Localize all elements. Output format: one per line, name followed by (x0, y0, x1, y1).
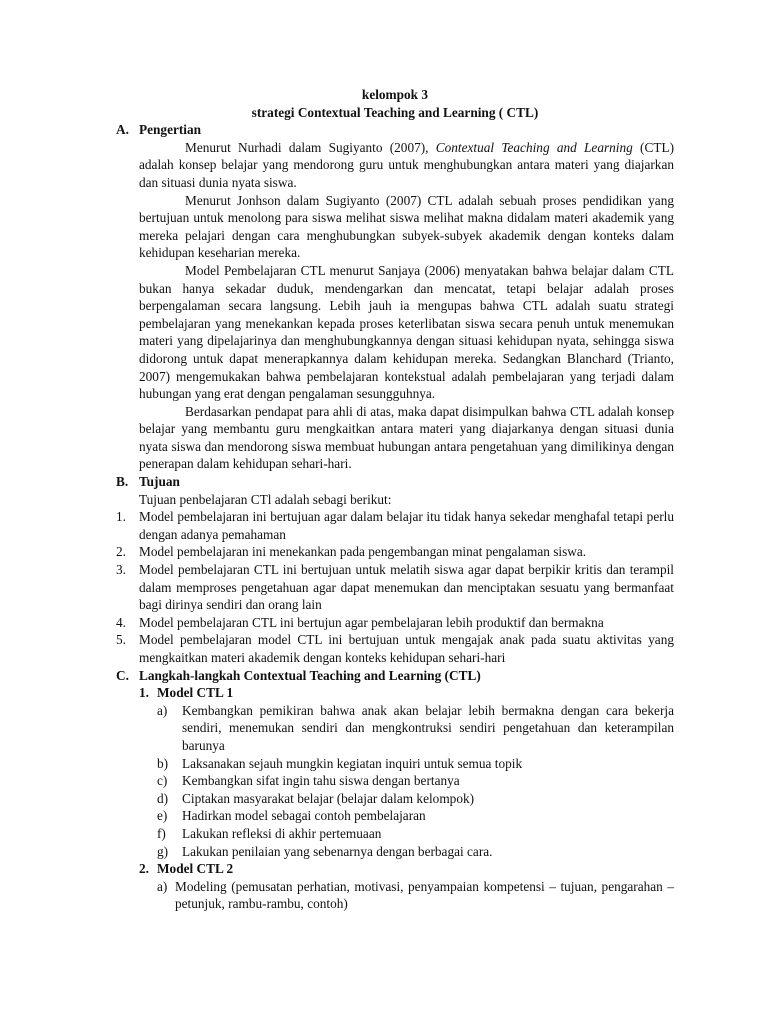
document-body (116, 86, 674, 913)
list-letter: c) (157, 773, 168, 789)
section-a-label: A. (116, 122, 129, 138)
list-text: Lakukan penilaian yang sebenarnya dengan berbagai cara. (182, 843, 493, 859)
list-item (116, 631, 674, 666)
list-text: Kembangkan pemikiran bahwa anak akan belajar lebih bermakna dengan cara bekerja sendiri, menemukan sendiri dan mengkontruksi sendiri pengetahuan dan keterampilan barunya (182, 702, 674, 753)
doc-title: strategi Contextual Teaching and Learning ( CTL) (251, 104, 539, 120)
paragraph-a1-post: (CTL) adalah konsep belajar yang mendorong guru untuk menghubungkan antara materi yang diajarkan dan situasi dunia nyata siswa. (139, 139, 675, 190)
section-c-label: C. (116, 667, 129, 683)
list-letter: g) (157, 843, 169, 859)
list-item (157, 843, 674, 861)
list-number: 3. (116, 562, 126, 578)
section-c-heading (116, 667, 674, 685)
model-2-body (157, 878, 674, 913)
model-2-heading (139, 860, 674, 878)
paragraph-a4: Berdasarkan pendapat para ahli di atas, maka dapat disimpulkan bahwa CTL adalah konsep belajar yang membantu guru mengkaitkan antara materi yang diajarkanya dengan situasi dunia nyata siswa dan mendorong siswa membuat hubungan antara pengetahuan yang dimilikinya dengan penerapan dalam kehidupan sehari-hari. (139, 403, 674, 472)
list-text: Model pembelajaran CTL ini bertujuan untuk melatih siswa agar dapat berpikir kritis dan terampil dalam memproses pengetahuan agar dapat menemukan dan menciptakan sesuatu yang bermanfaat bagi dirinya sendiri dan orang lain (139, 562, 674, 613)
list-number: 5. (116, 632, 126, 648)
model-2-steps (157, 878, 674, 913)
section-b-body (139, 491, 674, 509)
list-text: Laksanakan sejauh mungkin kegiatan inquiri untuk semua topik (182, 755, 523, 771)
paragraph-a1-pre: Menurut Nurhadi dalam Sugiyanto (2007), (185, 139, 436, 155)
list-text: Model pembelajaran ini menekankan pada pengembangan minat pengalaman siswa. (139, 544, 587, 560)
list-item (116, 614, 674, 632)
list-number: 1. (116, 509, 126, 525)
list-item (157, 878, 674, 913)
model-1-title: Model CTL 1 (157, 685, 234, 701)
doc-title-group: kelompok 3 (361, 87, 429, 102)
list-item (116, 543, 674, 561)
paragraph-a1 (139, 139, 674, 192)
section-b-label: B. (116, 474, 129, 490)
model-1-steps (157, 702, 674, 860)
paragraph-a1-emphasis: Contextual Teaching and Learning (435, 139, 633, 155)
list-text: Hadirkan model sebagai contoh pembelajaran (182, 808, 426, 824)
list-text: Modeling (pemusatan perhatian, motivasi, penyampaian kompetensi – tujuan, pengarahan – petunjuk, rambu-rambu, contoh) (175, 878, 674, 912)
list-item (157, 772, 674, 790)
list-letter: a) (157, 878, 168, 894)
section-a-title: Pengertian (139, 122, 202, 138)
section-c-title: Langkah-langkah Contextual Teaching and Learning (CTL) (139, 667, 481, 683)
model-2-title: Model CTL 2 (157, 861, 234, 877)
list-letter: e) (157, 808, 168, 824)
model-2-number: 2. (139, 861, 149, 877)
list-item (157, 790, 674, 808)
list-letter: a) (157, 702, 168, 718)
list-item (116, 508, 674, 543)
model-1-number: 1. (139, 685, 149, 701)
list-text: Model pembelajaran ini bertujuan agar dalam belajar itu tidak hanya sekedar menghafal tetapi perlu dengan adanya pemahaman (139, 509, 674, 542)
section-a-heading (116, 121, 674, 139)
section-a-body (139, 139, 674, 473)
list-number: 2. (116, 544, 126, 560)
list-number: 4. (116, 614, 126, 630)
list-letter: f) (157, 825, 166, 841)
list-item (157, 825, 674, 843)
paragraph-a2: Menurut Jonhson dalam Sugiyanto (2007) CTL adalah sebuah proses pendidikan yang bertujuan untuk menolong para siswa melihat siswa melihat makna didalam materi akademik yang mereka pelajari dengan cara menghubungkan subyek-subyek akademik dengan konteks dalam kehidupan keseharian mereka. (139, 192, 674, 261)
list-text: Ciptakan masyarakat belajar (belajar dalam kelompok) (182, 790, 475, 806)
list-letter: b) (157, 755, 169, 771)
model-1-heading (139, 684, 674, 702)
model-1-body (157, 702, 674, 860)
list-item (116, 561, 674, 614)
list-text: Model pembelajaran model CTL ini bertujuan untuk mengajak anak pada suatu aktivitas yang mengkaitkan materi akademik dengan konteks kehidupan sehari-hari (139, 632, 674, 665)
section-b-title: Tujuan (139, 474, 180, 490)
section-b-intro: Tujuan penbelajaran CTl adalah sebagi berikut: (139, 491, 392, 507)
objectives-list (116, 508, 674, 666)
section-c-body (139, 684, 674, 913)
section-b-heading (116, 473, 674, 491)
list-text: Lakukan refleksi di akhir pertemuaan (182, 825, 382, 841)
list-letter: d) (157, 790, 169, 806)
list-item (157, 807, 674, 825)
list-text: Model pembelajaran CTL ini bertujun agar pembelajaran lebih produktif dan bermakna (139, 614, 604, 630)
list-item (157, 702, 674, 755)
list-item (157, 755, 674, 773)
paragraph-a3: Model Pembelajaran CTL menurut Sanjaya (2006) menyatakan bahwa belajar dalam CTL bukan hanya sekadar duduk, mendengarkan dan mencatat, tetapi belajar adalah proses berpengalaman secara langsung. Lebih jauh ia mengupas bahwa CTL adalah suatu strategi pembelajaran yang menekankan kepada proses keterlibatan siswa secara penuh untuk menemukan materi yang dipelajarinya dan menghubungkannya dengan situasi kehidupan nyata, sehingga siswa didorong untuk dapat menerapkannya dalam kehidupan mereka. Sedangkan Blanchard (Trianto, 2007) mengemukakan bahwa pembelajaran kontekstual adalah pembelajaran yang terjadi dalam hubungan yang erat dengan pengalaman sesungguhnya. (139, 262, 674, 402)
list-text: Kembangkan sifat ingin tahu siswa dengan bertanya (182, 773, 460, 789)
